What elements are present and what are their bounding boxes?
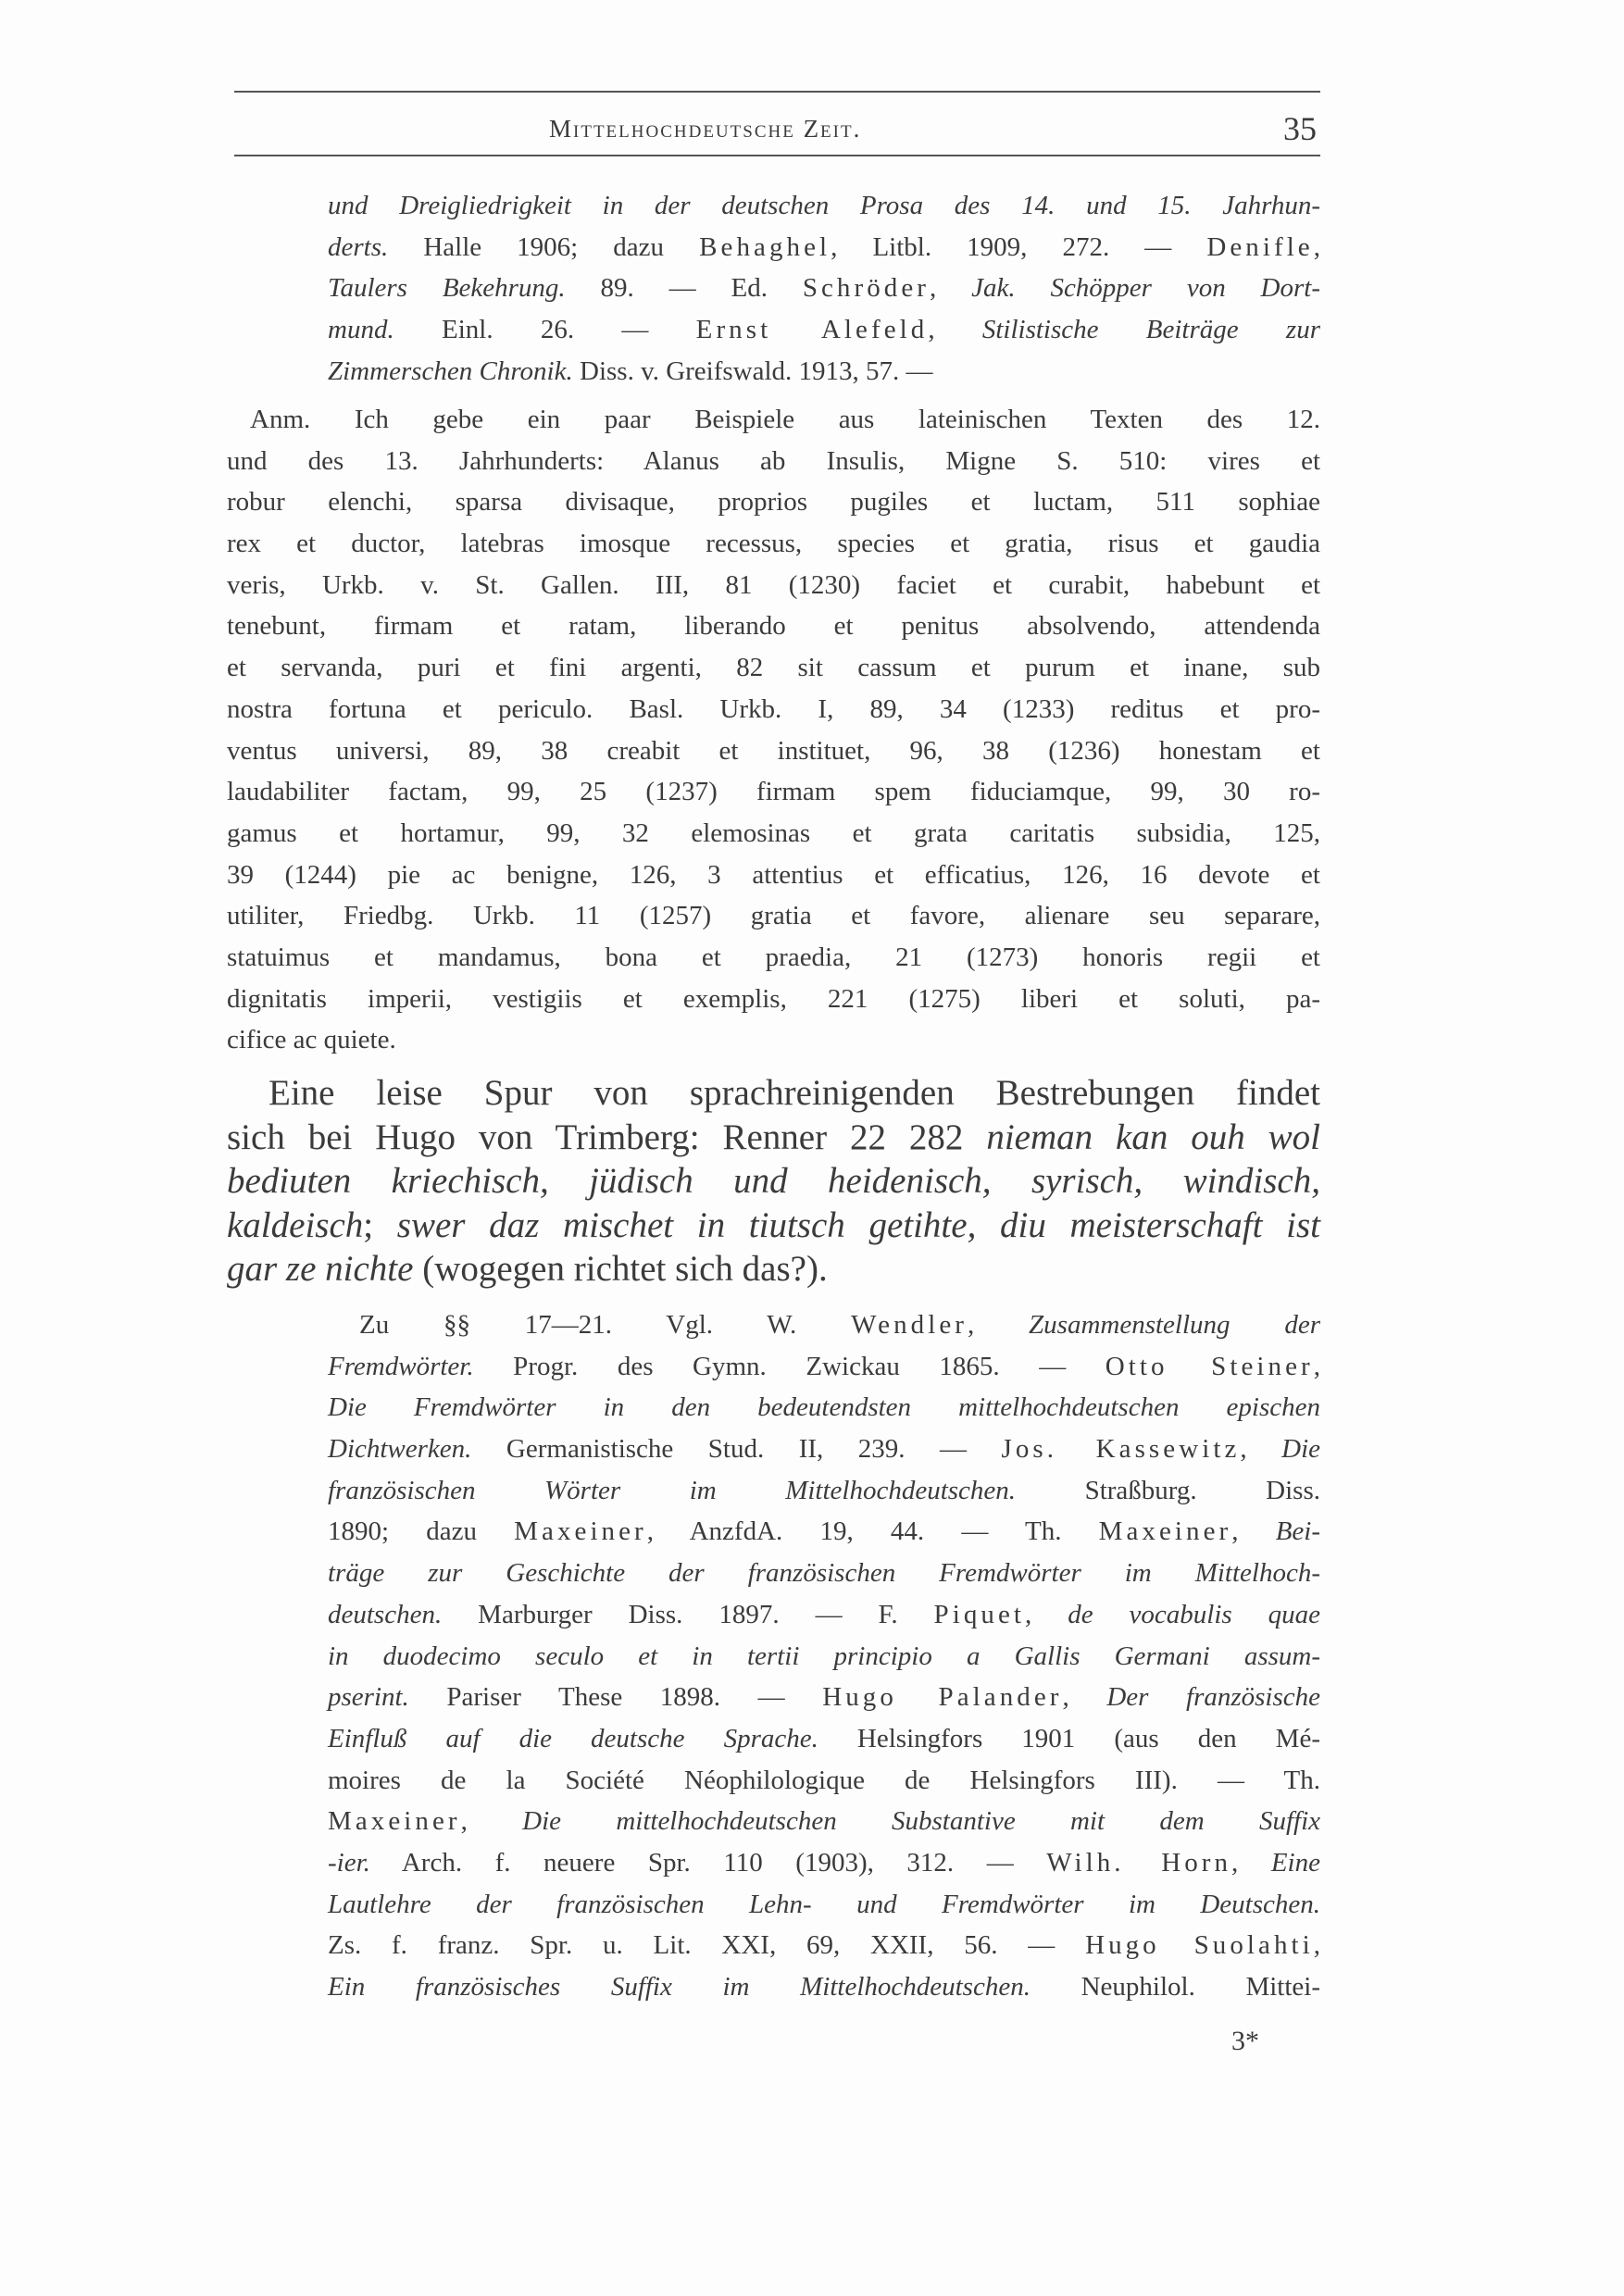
text-line xyxy=(227,813,1320,855)
spaced-name: Maxeiner xyxy=(514,1516,647,1547)
text-segment: Arch. f. neuere Spr. 110 (1903), 312. — xyxy=(369,1847,1047,1878)
italic-text: Bei- xyxy=(1275,1516,1320,1547)
text-line xyxy=(227,605,1320,647)
text-line xyxy=(328,1677,1320,1718)
text-line xyxy=(227,689,1320,730)
text-line xyxy=(328,1553,1320,1594)
spaced-name: Piquet xyxy=(933,1599,1026,1629)
text-segment: , xyxy=(1240,1434,1282,1465)
text-line xyxy=(227,730,1320,772)
italic-text: pserint. xyxy=(328,1682,409,1713)
text-line xyxy=(328,1636,1320,1678)
italic-text: Fremdwörter. xyxy=(328,1351,474,1381)
text-segment: ; xyxy=(363,1204,397,1245)
annotation-paragraph xyxy=(227,399,1320,1061)
text-line xyxy=(227,895,1320,937)
italic-text: Die Fremdwörter in den bedeutendsten mittelhochdeutschen epischen xyxy=(328,1392,1320,1423)
text-segment: utiliter, Friedbg. Urkb. 11 (1257) gratia et favore, alienare seu separare, xyxy=(227,901,1320,931)
text-segment: Straßburg. Diss. xyxy=(1016,1475,1320,1505)
italic-text: Die mittelhochdeutschen Substantive mit dem Suffix xyxy=(522,1806,1320,1837)
text-line xyxy=(227,399,1320,441)
text-line xyxy=(227,1204,1320,1248)
text-line xyxy=(328,1925,1320,1966)
spaced-name: Ernst Alefeld xyxy=(695,315,929,345)
italic-text: in duodecimo seculo et in tertii principio a Gallis Germani assum- xyxy=(328,1641,1320,1671)
text-segment: Diss. v. Greifswald. 1913, 57. — xyxy=(572,356,933,386)
spaced-name: Maxeiner xyxy=(1098,1516,1232,1547)
text-segment: moires de la Société Néophilologique de Helsingfors III). — Th. xyxy=(328,1765,1320,1795)
header-bottom-rule xyxy=(234,155,1320,156)
spaced-name: Hugo Suolahti xyxy=(1085,1930,1314,1961)
text-line xyxy=(227,523,1320,565)
text-line xyxy=(328,351,1320,393)
text-segment: statuimus et mandamus, bona et praedia, 21 (1273) honoris regii et xyxy=(227,942,1320,972)
text-segment: , xyxy=(1231,1847,1271,1878)
text-line xyxy=(227,1071,1320,1116)
text-segment: Einl. 26. — xyxy=(394,315,696,345)
text-segment: Eine leise Spur von sprachreinigenden Bestrebungen findet xyxy=(269,1073,1320,1113)
text-line xyxy=(227,647,1320,689)
text-segment: robur elenchi, sparsa divisaque, proprios pugiles et luctam, 511 sophiae xyxy=(227,487,1320,518)
italic-text: Die xyxy=(1281,1434,1320,1465)
text-segment: cifice ac quiete. xyxy=(227,1025,396,1055)
text-segment: tenebunt, firmam et ratam, liberando et penitus absolvendo, attendenda xyxy=(227,611,1320,642)
text-segment: und des 13. Jahrhunderts: Alanus ab Insulis, Migne S. 510: vires et xyxy=(227,445,1320,476)
text-line xyxy=(227,1247,1320,1292)
text-segment: Germanistische Stud. II, 239. — xyxy=(471,1434,1002,1465)
text-segment: Zu §§ 17—21. Vgl. W. xyxy=(359,1310,852,1340)
text-segment: 1890; dazu xyxy=(328,1516,515,1547)
italic-text: bediuten kriechisch, jüdisch und heidenisch, syrisch, windisch, xyxy=(227,1161,1320,1201)
text-segment: Zs. f. franz. Spr. u. Lit. XXI, 69, XXII, 56. — xyxy=(328,1930,1086,1961)
spaced-name: Hugo Palander xyxy=(822,1682,1063,1713)
text-line xyxy=(328,1470,1320,1512)
text-segment: Helsingfors 1901 (aus den Mé- xyxy=(818,1723,1320,1753)
text-line xyxy=(328,1801,1320,1842)
text-line xyxy=(328,1718,1320,1760)
text-segment: , xyxy=(1025,1599,1068,1629)
text-segment: rex et ductor, latebras imosque recessus, species et gratia, risus et gaudia xyxy=(227,529,1320,559)
text-segment: sich bei Hugo von Trimberg: Renner 22 282 xyxy=(227,1117,987,1157)
text-segment: , xyxy=(1313,1351,1320,1381)
text-segment: Halle 1906; dazu xyxy=(388,231,700,262)
text-segment: , xyxy=(1231,1516,1276,1547)
text-line xyxy=(328,1760,1320,1802)
text-segment: , xyxy=(1313,1930,1320,1961)
text-line xyxy=(328,1884,1320,1926)
text-line xyxy=(328,1842,1320,1884)
text-segment: veris, Urkb. v. St. Gallen. III, 81 (1230) faciet et curabit, habebunt et xyxy=(227,569,1320,600)
text-segment: Neuphilol. Mittei- xyxy=(1030,1972,1321,2002)
text-segment: , xyxy=(460,1806,523,1837)
spaced-name: Otto Steiner xyxy=(1105,1351,1314,1381)
text-line xyxy=(328,309,1320,351)
italic-text: swer daz mischet in tiutsch getihte, diu meisterschaft ist xyxy=(396,1204,1320,1245)
italic-text: Stilistische Beiträge zur xyxy=(981,315,1320,345)
text-segment: , Litbl. 1909, 272. — xyxy=(831,231,1207,262)
text-line xyxy=(328,268,1320,309)
italic-text: träge zur Geschichte der französischen Fremdwörter im Mittelhoch- xyxy=(328,1558,1320,1589)
text-line xyxy=(328,1387,1320,1429)
italic-text: deutschen. xyxy=(328,1599,443,1629)
italic-text: Lautlehre der französischen Lehn- und Fremdwörter im Deutschen. xyxy=(328,1889,1320,1919)
italic-text: gar ze nichte xyxy=(227,1249,414,1289)
italic-text: mund. xyxy=(328,315,394,345)
text-line xyxy=(227,565,1320,606)
text-line xyxy=(227,1019,1320,1061)
text-segment: dignitatis imperii, vestigiis et exemplis, 221 (1275) liberi et soluti, pa- xyxy=(227,983,1320,1014)
text-segment: ventus universi, 89, 38 creabit et instituet, 96, 38 (1236) honestam et xyxy=(227,735,1320,766)
text-segment: (wogegen richtet sich das?). xyxy=(413,1249,828,1289)
text-line xyxy=(227,937,1320,979)
italic-text: Ein französisches Suffix im Mittelhochdeutschen. xyxy=(328,1972,1031,2002)
text-line xyxy=(227,1116,1320,1160)
italic-text: Eine xyxy=(1270,1847,1320,1878)
italic-text: und Dreigliedrigkeit in der deutschen Prosa des 14. und 15. Jahrhun- xyxy=(328,191,1320,220)
italic-text: Jak. Schöpper von Dort- xyxy=(971,273,1320,304)
text-line xyxy=(227,979,1320,1020)
page-number: 35 xyxy=(1283,110,1317,147)
spaced-name: Jos. Kassewitz xyxy=(1001,1434,1241,1465)
spaced-name: Wilh. Horn xyxy=(1046,1847,1232,1878)
italic-text: kaldeisch xyxy=(227,1204,364,1245)
text-segment: , xyxy=(1062,1682,1107,1713)
text-line xyxy=(227,771,1320,813)
text-segment: , xyxy=(968,1310,1030,1340)
italic-text: Taulers Bekehrung. xyxy=(328,273,566,304)
bibliography-continuation xyxy=(328,185,1320,392)
text-segment: Marburger Diss. 1897. — F. xyxy=(442,1599,934,1629)
italic-text: Zimmerschen Chronik. xyxy=(328,356,573,386)
italic-text: derts. xyxy=(328,231,389,262)
text-line xyxy=(227,441,1320,482)
text-line xyxy=(227,1159,1320,1204)
header-top-rule xyxy=(234,91,1320,93)
running-head xyxy=(234,109,1320,150)
text-line xyxy=(328,1429,1320,1470)
text-segment: , AnzfdA. 19, 44. — Th. xyxy=(646,1516,1099,1547)
text-segment: 89. — Ed. xyxy=(565,273,803,304)
text-segment: laudabiliter factam, 99, 25 (1237) firmam spem fiduciamque, 99, 30 ro- xyxy=(227,777,1320,807)
sheet-signature: 3* xyxy=(1231,2026,1259,2056)
text-segment: Progr. des Gymn. Zwickau 1865. — xyxy=(473,1351,1106,1381)
italic-text: nieman kan ouh wol xyxy=(986,1117,1321,1157)
italic-text: -ier. xyxy=(328,1847,370,1878)
italic-text: Zusammenstellung der xyxy=(1029,1310,1320,1340)
text-line xyxy=(328,185,1320,227)
text-segment: Pariser These 1898. — xyxy=(408,1682,823,1713)
italic-text: de vocabulis quae xyxy=(1068,1599,1321,1629)
text-segment: nostra fortuna et periculo. Basl. Urkb. I, 89, 34 (1233) reditus et pro- xyxy=(227,693,1320,724)
spaced-name: Maxeiner xyxy=(328,1806,461,1837)
text-segment: Anm. Ich gebe ein paar Beispiele aus lateinischen Texten des 12. xyxy=(250,405,1320,434)
italic-text: Dichtwerken. xyxy=(328,1434,472,1465)
text-segment: 39 (1244) pie ac benigne, 126, 3 attentius et efficatius, 126, 16 devote et xyxy=(227,859,1320,890)
bibliography-paragraph xyxy=(328,1304,1320,2008)
text-line xyxy=(227,481,1320,523)
text-line xyxy=(328,1346,1320,1388)
spaced-name: Denifle xyxy=(1206,231,1314,262)
text-line xyxy=(328,227,1320,268)
spaced-name: Behaghel xyxy=(699,231,831,262)
text-segment: , xyxy=(928,315,982,345)
spaced-name: Wendler xyxy=(851,1310,968,1340)
text-line xyxy=(328,1304,1320,1346)
text-segment: , xyxy=(1313,231,1320,262)
text-line xyxy=(328,1511,1320,1553)
text-segment: et servanda, puri et fini argenti, 82 sit cassum et purum et inane, sub xyxy=(227,653,1320,683)
running-title: Mittelhochdeutsche Zeit. xyxy=(549,115,862,143)
main-paragraph xyxy=(227,1071,1320,1292)
italic-text: Einfluß auf die deutsche Sprache. xyxy=(328,1723,818,1753)
text-line xyxy=(227,855,1320,896)
spaced-name: Schröder xyxy=(802,273,930,304)
text-line xyxy=(328,1594,1320,1636)
text-segment: , xyxy=(929,273,972,304)
text-line xyxy=(328,1966,1320,2008)
text-segment: gamus et hortamur, 99, 32 elemosinas et grata caritatis subsidia, 125, xyxy=(227,817,1320,848)
italic-text: Der französische xyxy=(1106,1682,1321,1713)
italic-text: französischen Wörter im Mittelhochdeutschen. xyxy=(328,1475,1017,1505)
